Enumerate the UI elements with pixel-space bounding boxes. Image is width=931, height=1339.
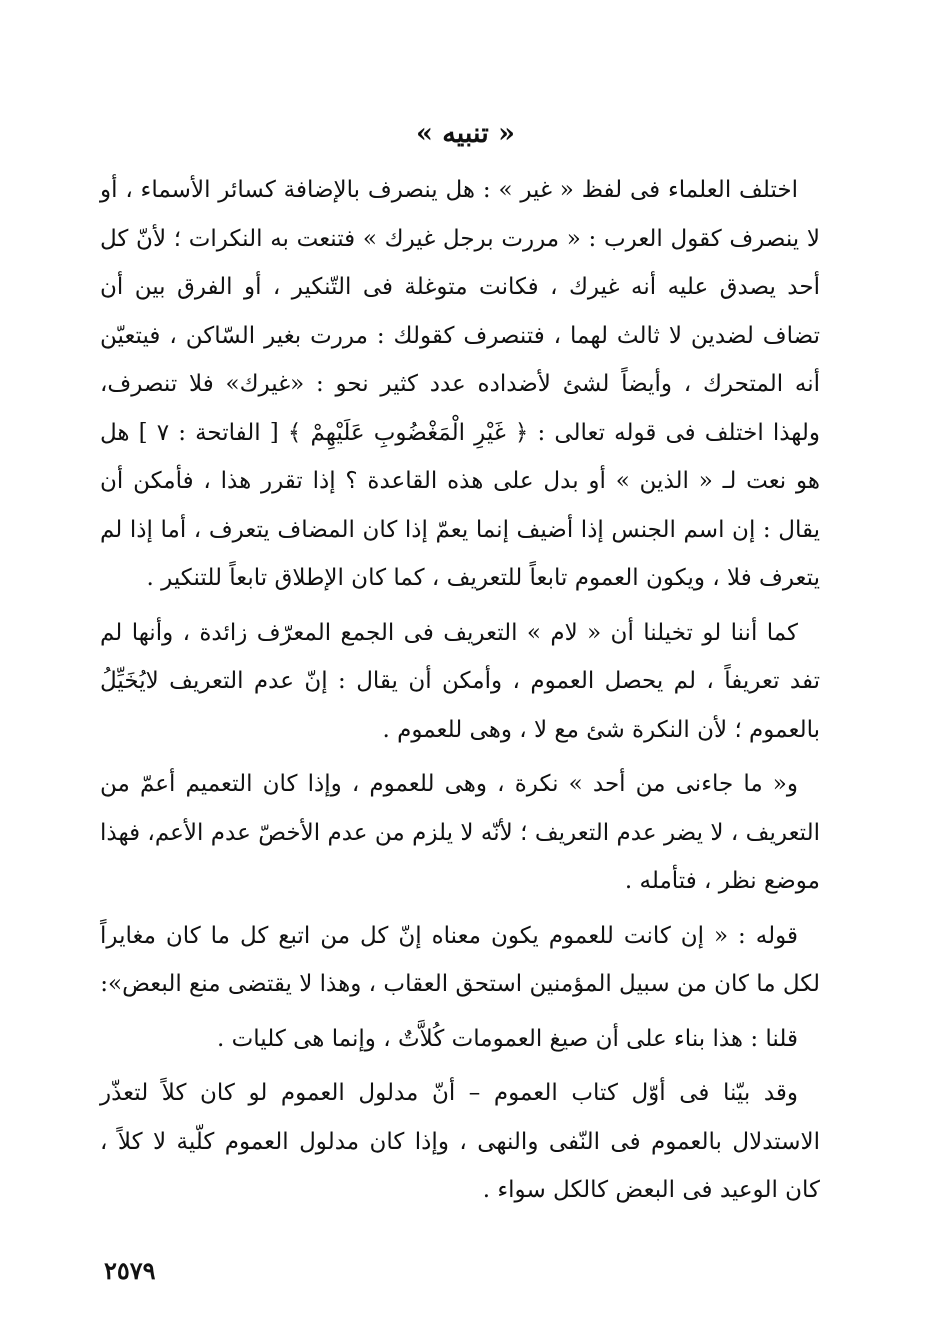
paragraph-6: وقد بيّنا فى أوّل كتاب العموم – أنّ مدلول العموم لو كان كلاً لتعذّر الاستدلال بالعموم فى النّفى والنهى ، وإذا كان مدلول العموم كلّية لا كلاً ، كان الوعيد فى البعض كالكل سواء . <box>100 1080 820 1203</box>
paragraph-3: و« ما جاءنى من أحد » نكرة ، وهى للعموم ، وإذا كان التعميم أعمّ من التعريف ، لا يضر عدم التعريف ؛ لأنّه لا يلزم من عدم الأخصّ عدم الأعم، فهذا موضع نظر ، فتأمله . <box>100 771 820 894</box>
paragraph-2: كما أننا لو تخيلنا أن « لام » التعريف فى الجمع المعرّف زائدة ، وأنها لم تفد تعريفاً ، لم يحصل العموم ، وأمكن أن يقال : إنّ عدم التعريف لايُخَيِّلُ بالعموم ؛ لأن النكرة شئ مع لا ، وهى للعموم . <box>100 619 820 743</box>
section-heading: « تنبيه » <box>416 118 515 149</box>
paragraph-1: اختلف العلماء فى لفظ « غير » : هل ينصرف بالإضافة كسائر الأسماء ، أو لا ينصرف كقول العرب : « مررت برجل غيرك » فتنعت به النكرات ؛ لأنّ كل أحد يصدق عليه أنه غيرك ، فكانت متوغلة فى التّنكير ، أو الفرق بين أن تضاف لضدين لا ثالث لهما ، فتنصرف كقولك : مررت بغير السّاكن ، فيتعيّن أنه المتحرك ، وأيضاً لشئ لأضداده عدد كثير نحو : «غيرك» فلا تنصرف، ولهذا اختلف فى قوله تعالى : ﴿ غَيْرِ الْمَغْضُوبِ عَلَيْهِمْ ﴾ [ الفاتحة : ٧ ] هل هو نعت لـ « الذين » أو بدل على هذه القاعدة ؟ إذا تقرر هذا ، فأمكن أن يقال : إن اسم الجنس إذا أضيف إنما يعمّ إذا كان المضاف يتعرف ، أما إذا لم يتعرف فلا ، ويكون العموم تابعاً للتعريف ، كما كان الإطلاق تابعاً للتنكير . <box>100 177 820 591</box>
paragraph-5: قلنا : هذا بناء على أن صيغ العمومات كُلاَّتٌ ، وإنما هى كليات . <box>217 1025 798 1052</box>
paragraph-4: قوله : « إن كانت للعموم يكون معناه إنّ كل من اتبع كل ما كان مغايراً لكل ما كان من سبيل المؤمنين استحق العقاب ، وهذا لا يقتضى منع البعض»: <box>100 922 820 997</box>
page-number: ٢٥٧٩ <box>104 1256 156 1285</box>
body-text <box>100 166 820 1221</box>
